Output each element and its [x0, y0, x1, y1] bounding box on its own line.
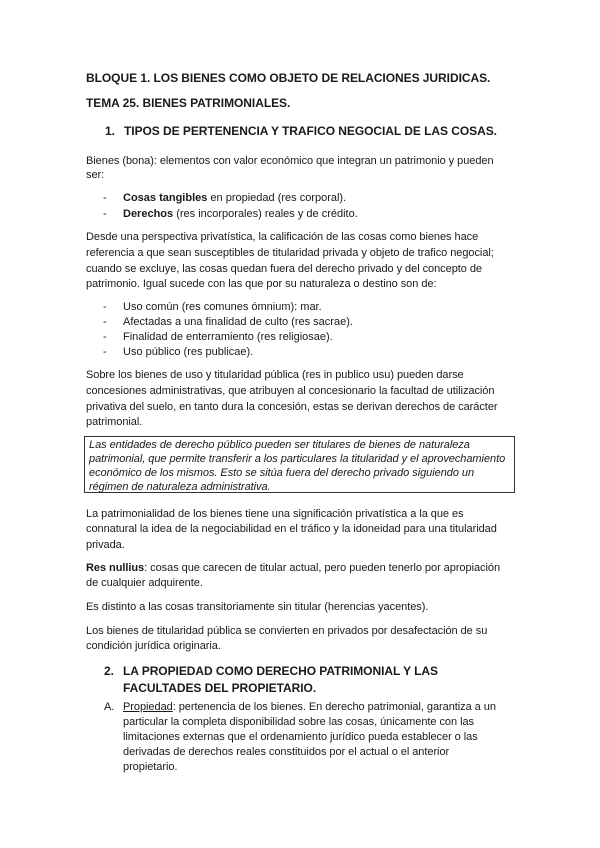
list-dash: -	[103, 301, 107, 313]
list-dash: -	[103, 331, 107, 343]
paragraph-line: Los bienes de titularidad pública se convierten en privados por desafectación de su	[86, 625, 488, 637]
paragraph-line: condición jurídica originaria.	[86, 640, 221, 652]
section-2-title: LA PROPIEDAD COMO DERECHO PATRIMONIAL Y LAS	[123, 664, 438, 678]
list-dash: -	[103, 192, 107, 204]
list-dash: -	[103, 316, 107, 328]
paragraph-line: Res nullius: cosas que carecen de titular actual, pero pueden tenerlo por apropiación	[86, 562, 501, 574]
note-line: patrimonial, que permite transferir a los particulares la titularidad y el aprovechamiento	[89, 453, 506, 465]
paragraph-line: ser:	[86, 169, 105, 181]
list-item: Uso común (res comunes ómnium): mar.	[123, 301, 322, 313]
list-item: Cosas tangibles en propiedad (res corporal).	[123, 192, 347, 204]
paragraph-line: limitaciones externas que el ordenamiento jurídico pueda establecer o las	[123, 731, 478, 743]
paragraph-line: concesiones administrativas, que atribuyen al concesionario la facultad de utilización	[86, 385, 495, 397]
list-item: Afectadas a una finalidad de culto (res sacrae).	[123, 316, 353, 328]
tema-heading: TEMA 25. BIENES PATRIMONIALES.	[86, 96, 291, 110]
paragraph-line: propietario.	[123, 761, 178, 773]
list-item: Uso público (res publicae).	[123, 346, 254, 358]
subsection-letter: A.	[104, 701, 115, 713]
list-item: Finalidad de enterramiento (res religiosae).	[123, 331, 333, 343]
section-2-title: FACULTADES DEL PROPIETARIO.	[123, 681, 317, 695]
paragraph-line: patrimonial.	[86, 416, 143, 428]
list-dash: -	[103, 208, 107, 220]
paragraph-line: de cualquier adquirente.	[86, 577, 203, 589]
paragraph-line: La patrimonialidad de los bienes tiene una significación privatística a la que es	[86, 508, 464, 520]
paragraph-line: Sobre los bienes de uso y titularidad pública (res in publico usu) pueden darse	[86, 369, 464, 381]
note-line: régimen de naturaleza administrativa.	[89, 481, 271, 493]
paragraph-line: derivadas de derechos reales constituidos por el actual o el anterior	[123, 746, 450, 758]
paragraph-line: connatural la idea de la negociabilidad en el tráfico y la idoneidad para una titularidad	[86, 523, 497, 535]
note-line: económico de los mismos. Esto se sitúa fuera del derecho privado siguiendo un	[89, 467, 475, 479]
paragraph-line: referencia a que sean susceptibles de titularidad privada y objeto de trafico negocial;	[86, 247, 494, 259]
paragraph-line: privada.	[86, 539, 125, 551]
list-dash: -	[103, 346, 107, 358]
paragraph-line: particular la completa disponibilidad sobre las cosas, únicamente con las	[123, 716, 474, 728]
paragraph-line: privativa del suelo, en tanto dura la concesión, estas se derivan derechos de carácter	[86, 401, 498, 413]
note-line: Las entidades de derecho público pueden ser titulares de bienes de naturaleza	[89, 439, 470, 451]
paragraph-line: Propiedad: pertenencia de los bienes. En derecho patrimonial, garantiza a un	[123, 701, 496, 713]
paragraph-line: patrimonio. Igual sucede con las que por su naturaleza o destino son de:	[86, 278, 437, 290]
paragraph-line: cuando se excluye, las cosas quedan fuera del derecho privado y del concepto de	[86, 263, 482, 275]
paragraph-line: Desde una perspectiva privatística, la calificación de las cosas como bienes hace	[86, 231, 479, 243]
paragraph-line: Bienes (bona): elementos con valor económico que integran un patrimonio y pueden	[86, 155, 494, 167]
section-1-title: TIPOS DE PERTENENCIA Y TRAFICO NEGOCIAL DE LAS COSAS.	[124, 124, 497, 138]
section-2-number: 2.	[104, 664, 114, 678]
list-item: Derechos (res incorporales) reales y de crédito.	[123, 208, 358, 220]
section-1-number: 1.	[105, 124, 115, 138]
paragraph-line: Es distinto a las cosas transitoriamente sin titular (herencias yacentes).	[86, 601, 429, 613]
bloque-heading: BLOQUE 1. LOS BIENES COMO OBJETO DE RELACIONES JURIDICAS.	[86, 71, 491, 85]
